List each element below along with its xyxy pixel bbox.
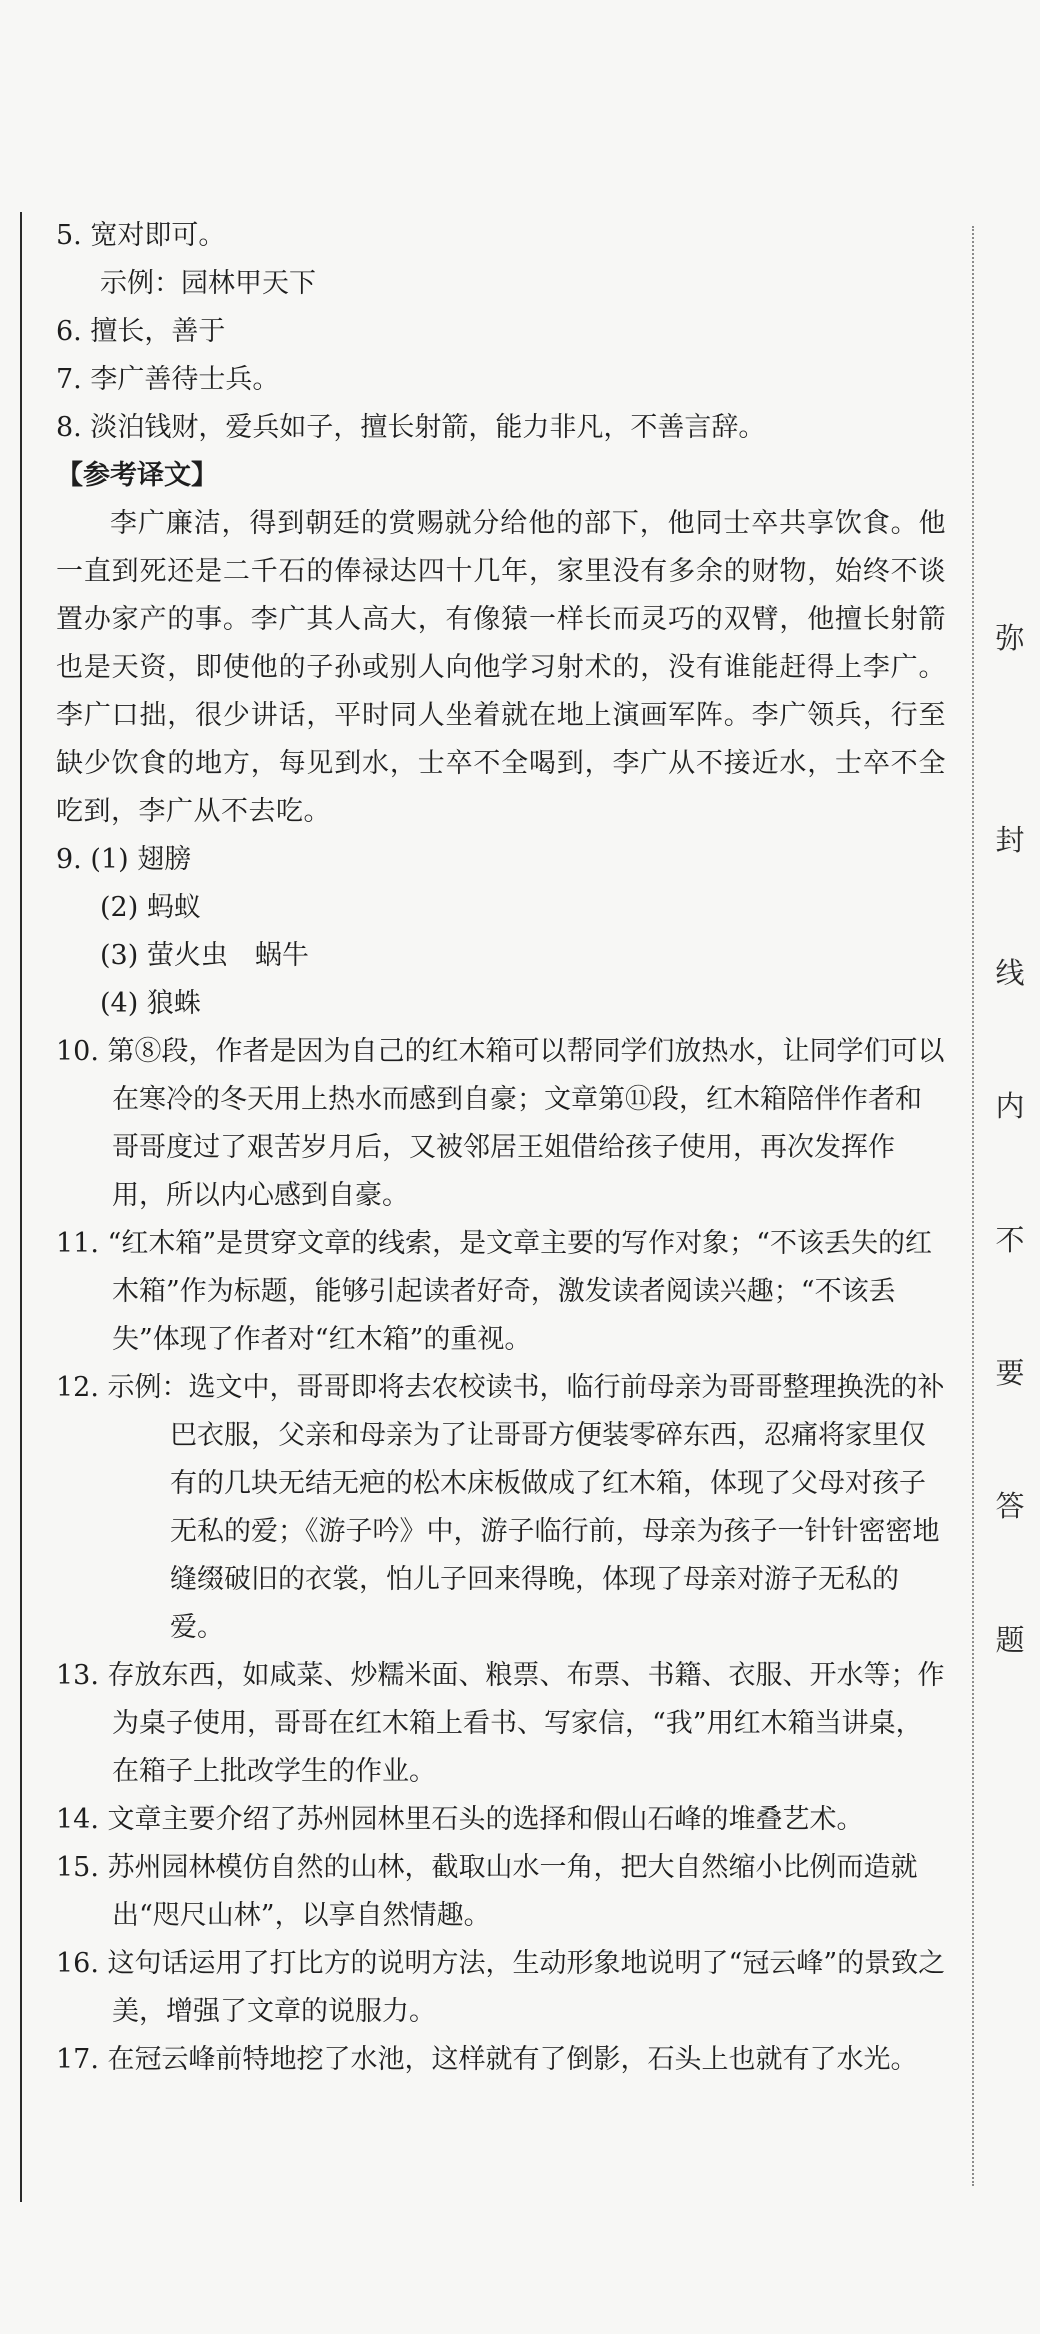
answer-text: 存放东西，如咸菜、炒糯米面、粮票、布票、书籍、衣服、开水等；作为桌子使用，哥哥在红木箱上看书、写家信，“我”用红木箱当讲桌，在箱子上批改学生的作业。 (107, 1660, 945, 1787)
seal-char: 要 (995, 1356, 1025, 1390)
answer-number: 10. (56, 1036, 99, 1067)
answer-number: 14. (56, 1804, 99, 1835)
left-margin-rule (20, 212, 22, 2202)
seal-char: 不 (995, 1223, 1025, 1257)
answer-number: 15. (56, 1852, 99, 1883)
answer-13 (56, 1652, 946, 1796)
translation-paragraph: 李广廉洁，得到朝廷的赏赐就分给他的部下，他同士卒共享饮食。他一直到死还是二千石的俸禄达四十几年，家里没有多余的财物，始终不谈置办家产的事。李广其人高大，有像猿一样长而灵巧的双臂，他擅长射箭也是天资，即使他的子孙或别人向他学习射术的，没有谁能赶得上李广。李广口拙，很少讲话，平时同人坐着就在地上演画军阵。李广领兵，行至缺少饮食的地方，每见到水，士卒不全喝到，李广从不接近水，士卒不全吃到，李广从不去吃。 (56, 508, 946, 827)
answer-text: 苏州园林模仿自然的山林，截取山水一角，把大自然缩小比例而造就出“咫尺山林”，以享自然情趣。 (107, 1852, 918, 1931)
answer-16 (56, 1940, 946, 2036)
answer-number: 6. (56, 316, 82, 347)
translation-heading: 【参考译文】 (56, 460, 218, 491)
answer-text: 宽对即可。 (90, 220, 226, 251)
answer-number: 8. (56, 412, 82, 443)
answer-number: 17. (56, 2044, 99, 2075)
answer-sub-item: (2) 蚂蚁 (100, 892, 201, 923)
answer-text: 第⑧段，作者是因为自己的红木箱可以帮同学们放热水，让同学们可以在寒冷的冬天用上热水而感到自豪；文章第⑪段，红木箱陪伴作者和哥哥度过了艰苦岁月后，又被邻居王姐借给孩子使用，再次发挥作用，所以内心感到自豪。 (107, 1036, 945, 1211)
seal-char: 线 (995, 956, 1025, 990)
seal-char: 封 (995, 823, 1025, 857)
seal-char: 答 (995, 1489, 1025, 1523)
answer-number: 12. (56, 1372, 99, 1403)
answer-number: 5. (56, 220, 82, 251)
answer-number: 16. (56, 1948, 99, 1979)
answer-7 (56, 356, 946, 404)
seal-char: 题 (995, 1623, 1025, 1657)
answer-number: 7. (56, 364, 82, 395)
answer-text: 擅长，善于 (90, 316, 226, 347)
answer-10 (56, 1028, 946, 1220)
answer-number: 11. (56, 1228, 99, 1259)
answer-sub-item: (1) 翅膀 (90, 844, 192, 875)
answer-content (56, 212, 946, 2084)
answer-sub-item: (4) 狼蛛 (100, 988, 201, 1019)
answer-text: “红木箱”是贯穿文章的线索，是文章主要的写作对象；“不该丢失的红木箱”作为标题，能够引起读者好奇，激发读者阅读兴趣；“不该丢失”体现了作者对“红木箱”的重视。 (107, 1228, 932, 1355)
seal-char: 内 (995, 1089, 1025, 1123)
answer-8 (56, 404, 946, 452)
answer-sub-item: (3) 萤火虫 蜗牛 (100, 940, 309, 971)
answer-text: 李广善待士兵。 (90, 364, 280, 395)
example-label: 示例： (107, 1372, 189, 1403)
answer-6 (56, 308, 946, 356)
answer-number: 9. (56, 844, 82, 875)
answer-17 (56, 2036, 946, 2084)
answer-12 (56, 1364, 946, 1652)
answer-9 (56, 836, 946, 884)
answer-text: 在冠云峰前特地挖了水池，这样就有了倒影，石头上也就有了水光。 (107, 2044, 918, 2075)
answer-text: 文章主要介绍了苏州园林里石头的选择和假山石峰的堆叠艺术。 (107, 1804, 864, 1835)
answer-text: 这句话运用了打比方的说明方法，生动形象地说明了“冠云峰”的景致之美，增强了文章的说服力。 (107, 1948, 946, 2027)
answer-text: 选文中，哥哥即将去农校读书，临行前母亲为哥哥整理换洗的补巴衣服，父亲和母亲为了让哥哥方便装零碎东西，忍痛将家里仅有的几块无结无疤的松木床板做成了红木箱，体现了父母对孩子无私的爱；《游子吟》中，游子临行前，母亲为孩子一针针密密地缝缀破旧的衣裳，怕儿子回来得晚，体现了母亲对游子无私的爱。 (170, 1372, 945, 1643)
seal-line-dotted (972, 226, 974, 2186)
seal-char: 弥 (995, 621, 1025, 655)
answer-11 (56, 1220, 946, 1364)
answer-number: 13. (56, 1660, 99, 1691)
answer-5-example: 示例：园林甲天下 (100, 268, 316, 299)
answer-text: 淡泊钱财，爱兵如子，擅长射箭，能力非凡，不善言辞。 (90, 412, 766, 443)
answer-14 (56, 1796, 946, 1844)
answer-5 (56, 212, 946, 260)
answer-15 (56, 1844, 946, 1940)
